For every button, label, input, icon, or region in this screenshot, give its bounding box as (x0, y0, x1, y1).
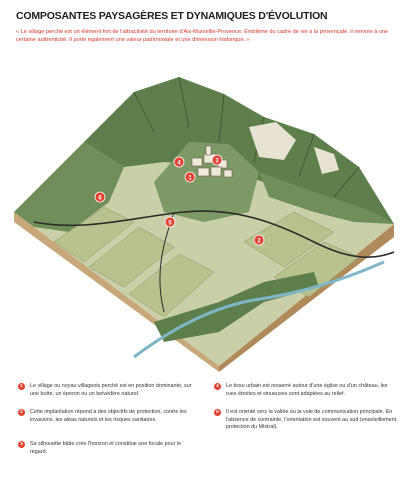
note-number: 1 (18, 383, 25, 390)
note-1 (18, 383, 198, 398)
note-number: 2 (18, 409, 25, 416)
marker-5 (165, 217, 175, 227)
svg-text:6: 6 (98, 195, 102, 202)
note-number: 5 (214, 409, 221, 416)
note-text: Le village ou noyau villageois perché est en position dominante, sur une butte, un éperon ou un belvédère naturel. (30, 383, 192, 397)
intro-quote: « Le village perché est un élément fort de l'attractivité du territoire d'Aix-Marseille-Provence. Emblème du cadre de vie à la provençale, il renvoie à une certaine authenticité. Il porte également une valeur patrimoniale et une dimension historique. » (16, 29, 389, 43)
page-title: COMPOSANTES PAYSAGÈRES ET DYNAMIQUES D'ÉVOLUTION (16, 10, 328, 22)
marker-4 (174, 157, 184, 167)
svg-text:2: 2 (257, 238, 261, 245)
marker-1 (185, 172, 195, 182)
svg-text:1: 1 (188, 175, 192, 182)
svg-text:3: 3 (215, 158, 219, 165)
note-number: 3 (18, 441, 25, 448)
marker-3 (212, 155, 222, 165)
note-2 (18, 409, 198, 424)
note-number: 4 (214, 383, 221, 390)
note-text: Il est orienté vers la vallée ou la voie de communication principale. En l'absence de contrainte, l'orientation est souvent au sud (ensoleillement, protection du Mistral). (226, 409, 398, 431)
marker-2 (254, 235, 264, 245)
note-3 (18, 441, 198, 456)
note-text: Sa silhouette bâtie crée l'horizon et constitue une focale pour le regard. (30, 441, 182, 455)
svg-text:4: 4 (177, 160, 181, 167)
note-text: Cette implantation répond à des objectifs de protection, contre les invasions, les aléas naturels et les risques sanitaires. (30, 409, 187, 423)
marker-6 (95, 192, 105, 202)
landscape-block-diagram (14, 72, 404, 372)
note-5 (214, 409, 398, 432)
svg-text:5: 5 (168, 220, 172, 227)
note-text: Le tissu urbain est resserré autour d'une église ou d'un château, les rues étroites et sinueuses sont adaptées au relief. (226, 383, 388, 397)
note-4 (214, 383, 398, 398)
